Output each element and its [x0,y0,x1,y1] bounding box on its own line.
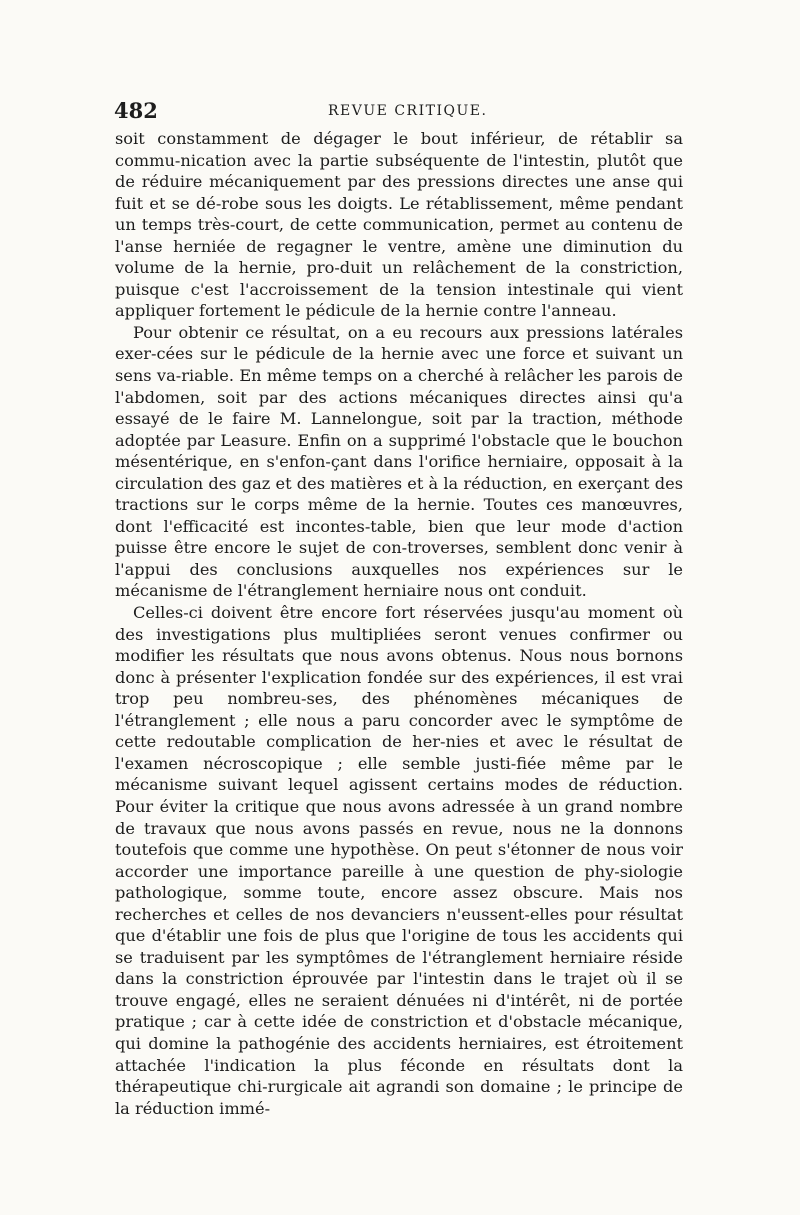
paragraph: Pour obtenir ce résultat, on a eu recours aux pressions latérales exer-cées sur le pédicule de la hernie avec une force et suivant un sens va-riable. En même temps on a cherché à relâcher les parois de l'abdomen, soit par des actions mécaniques directes ainsi qu'a essayé de le faire M. Lannelongue, soit par la traction, méthode adoptée par Leasure. Enfin on a supprimé l'obstacle que le bouchon mésentérique, en s'enfon-çant dans l'orifice herniaire, opposait à la circulation des gaz et des matières et à la réduction, en exerçant des tractions sur le corps même de la hernie. Toutes ces manœuvres, dont l'efficacité est incontes-table, bien que leur mode d'action puisse être encore le sujet de con-troverses, semblent donc venir à l'appui des conclusions auxquelles nos expériences sur le mécanisme de l'étranglement herniaire nous ont conduit. [115,322,683,601]
running-title: REVUE CRITIQUE. [328,103,488,119]
paragraph: soit constamment de dégager le bout inférieur, de rétablir sa commu-nication avec la partie subséquente de l'intestin, plutôt que de réduire mécaniquement par des pressions directes une anse qui fuit et se dé-robe sous les doigts. Le rétablissement, même pendant un temps très-court, de cette communication, permet au contenu de l'anse herniée de regagner le ventre, amène une diminution du volume de la hernie, pro-duit un relâchement de la constriction, puisque c'est l'accroissement de la tension intestinale qui vient appliquer fortement le pédicule de la hernie contre l'anneau. [115,129,683,321]
page-header [114,98,714,124]
paragraph: Celles-ci doivent être encore fort réservées jusqu'au moment où des investigations plus multipliées seront venues confirmer ou modifier les résultats que nous avons obtenus. Nous nous bornons donc à présenter l'explication fondée sur des expériences, il est vrai trop peu nombreu-ses, des phénomènes mécaniques de l'étranglement ; elle nous a paru concorder avec le symptôme de cette redoutable complication de her-nies et avec le résultat de l'examen nécroscopique ; elle semble justi-fiée même par le mécanisme suivant lequel agissent certains modes de réduction. Pour éviter la critique que nous avons adressée à un grand nombre de travaux que nous avons passés en revue, nous ne la donnons toutefois que comme une hypothèse. On peut s'étonner de nous voir accorder une importance pareille à une question de phy-siologie pathologique, somme toute, encore assez obscure. Mais nos recherches et celles de nos devanciers n'eussent-elles pour résultat que d'établir une fois de plus que l'origine de tous les accidents qui se traduisent par les symptômes de l'étranglement herniaire réside dans la constriction éprouvée par l'intestin dans le trajet où il se trouve engagé, elles ne seraient dénuées ni d'intérêt, ni de portée pratique ; car à cette idée de constriction et d'obstacle mécanique, qui domine la pathogénie des accidents herniaires, est étroitement attachée l'indication la plus féconde en résultats dont la thérapeutique chi-rurgicale ait agrandi son domaine ; le principe de la réduction immé- [115,603,683,1118]
page-number: 482 [114,98,158,123]
body-text [115,128,683,1119]
